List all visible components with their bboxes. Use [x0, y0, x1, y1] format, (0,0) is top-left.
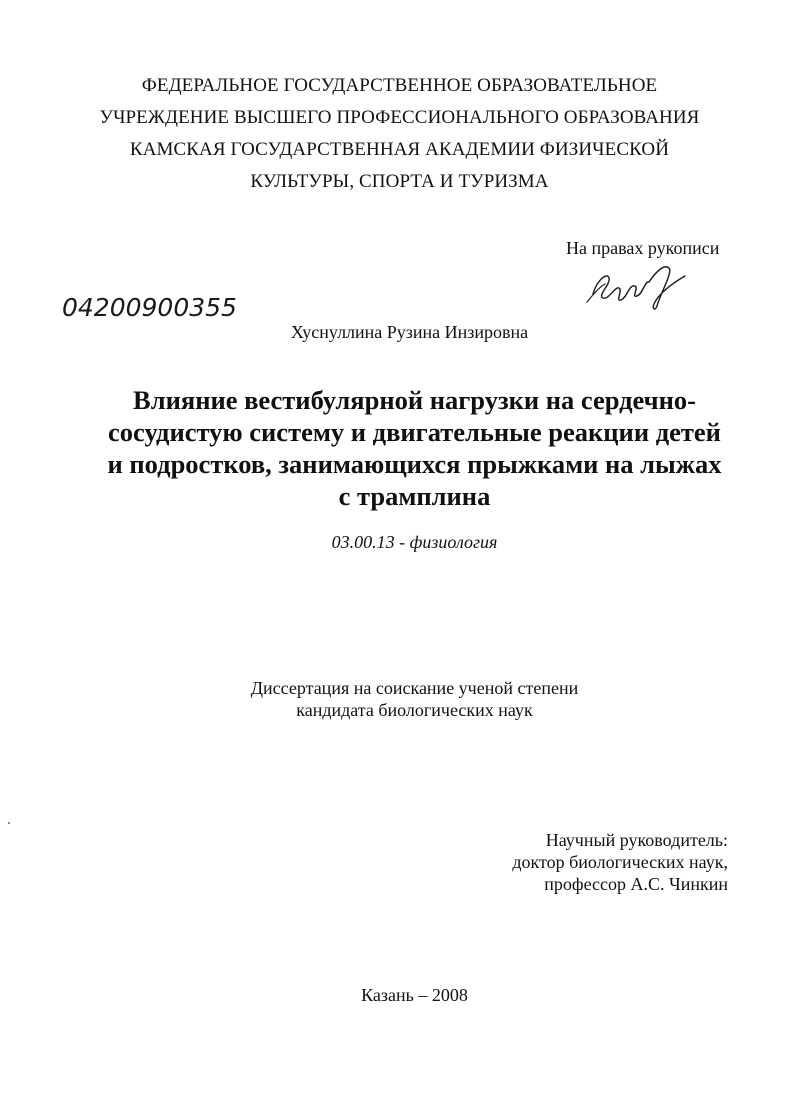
supervisor-line: Научный руководитель:: [545, 830, 728, 850]
supervisor-line: профессор А.С. Чинкин: [544, 874, 728, 894]
author-name: Хуснуллина Рузина Инзировна: [290, 322, 529, 342]
handwritten-signature: [585, 262, 695, 312]
city-year: Казань – 2008: [361, 985, 468, 1005]
inventory-number-text: 04200900355: [62, 293, 237, 322]
title-line: с трамплина: [338, 481, 491, 511]
title-line: и подростков, занимающихся прыжками на лыжах: [107, 449, 722, 479]
institution-line: УЧРЕЖДЕНИЕ ВЫСШЕГО ПРОФЕССИОНАЛЬНОГО ОБРАЗОВАНИЯ: [99, 107, 700, 128]
institution-line: КУЛЬТУРЫ, СПОРТА И ТУРИЗМА: [250, 171, 549, 192]
title-line: Влияние вестибулярной нагрузки на сердечно-: [133, 385, 696, 415]
title-line: сосудистую систему и двигательные реакции детей: [108, 417, 721, 447]
rights-note: На правах рукописи: [566, 238, 720, 258]
scientific-supervisor: [480, 829, 728, 895]
specialty-code: 03.00.13 - физиология: [331, 532, 498, 552]
dissertation-title: [0, 384, 799, 512]
supervisor-line: доктор биологических наук,: [512, 852, 728, 872]
scan-speck: [8, 822, 10, 824]
institution-header: [0, 70, 799, 198]
institution-line: ФЕДЕРАЛЬНОЕ ГОСУДАРСТВЕННОЕ ОБРАЗОВАТЕЛЬНОЕ: [141, 75, 658, 96]
degree-line: Диссертация на соискание ученой степени: [250, 678, 579, 698]
inventory-number: [60, 290, 270, 326]
institution-line: КАМСКАЯ ГОСУДАРСТВЕННАЯ АКАДЕМИИ ФИЗИЧЕСКОЙ: [129, 139, 670, 160]
degree-statement: [0, 677, 799, 721]
degree-line: кандидата биологических наук: [296, 700, 533, 720]
